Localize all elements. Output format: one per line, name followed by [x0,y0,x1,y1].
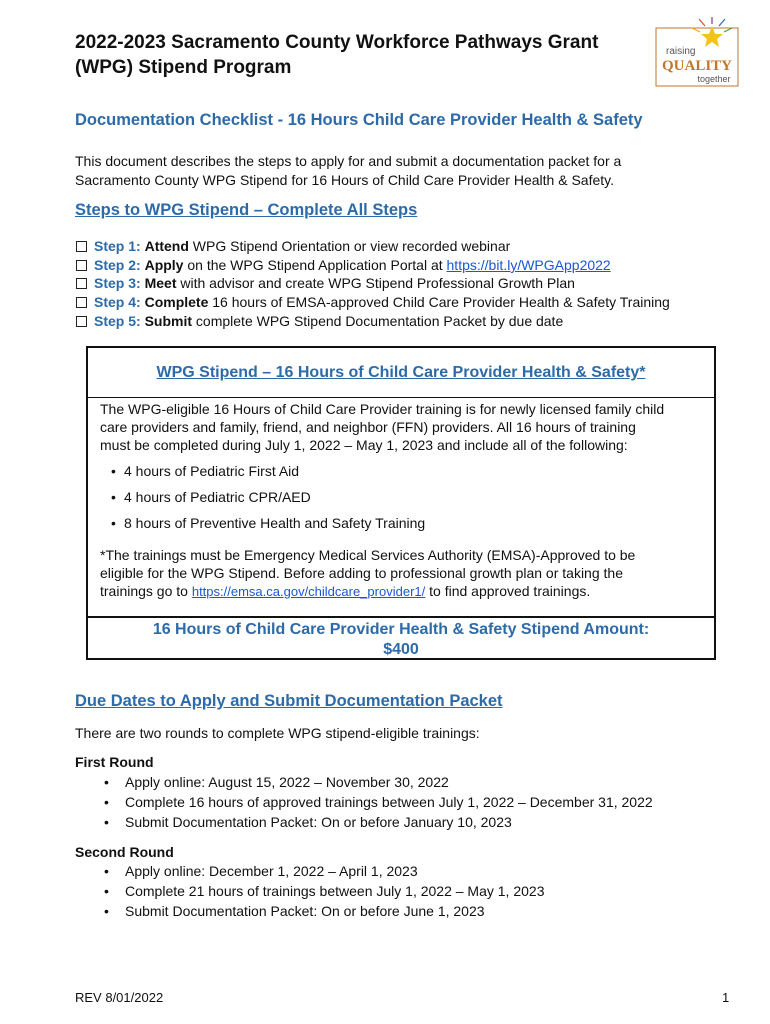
step-2-checkbox[interactable] [76,260,87,271]
note-line-1: *The trainings must be Emergency Medical Services Authority (EMSA)-Approved to be [100,547,636,563]
title-line-2: (WPG) Stipend Program [75,57,292,78]
logo-text-together: together [697,74,731,84]
logo-text-quality: QUALITY [661,58,733,74]
step-1-text: WPG Stipend Orientation or view recorded webinar [188,238,511,254]
list-item: • Complete 16 hours of approved trainings between July 1, 2022 – December 31, 2022 [75,792,755,812]
list-item: • Submit Documentation Packet: On or before June 1, 2023 [75,901,755,921]
revision-date: REV 8/01/2022 [75,990,164,1005]
list-item: • Apply online: December 1, 2022 – April 1, 2023 [75,861,755,881]
stipend-info-box [86,346,716,660]
first-round-title: First Round [75,754,154,770]
step-2-label: Step 2: [94,257,141,273]
page-title [75,30,635,80]
second-round-list [75,861,755,921]
step-3-label: Step 3: [94,275,141,291]
stipend-para-line-1: The WPG-eligible 16 Hours of Child Care Provider training is for newly licensed family child [100,401,665,417]
list-item: • 4 hours of Pediatric First Aid [124,462,708,480]
stipend-box-body [100,400,708,601]
emsa-note [100,546,708,601]
application-portal-link[interactable]: https://bit.ly/WPGApp2022 [446,257,611,273]
step-4-verb: Complete [144,294,209,310]
step-4-text: 16 hours of EMSA-approved Child Care Provider Health & Safety Training [208,294,670,310]
stipend-amount-value: $400 [383,641,419,658]
raising-quality-together-logo [652,14,742,88]
training-requirements-list [100,462,708,532]
logo-graphic [652,14,742,88]
second-round-section [75,861,755,921]
step-3-verb: Meet [144,275,177,291]
intro-line-1: This document describes the steps to apply for and submit a documentation packet for a [75,153,622,169]
stipend-para-line-2: care providers and family, friend, and neighbor (FFN) providers. All 16 hours of training [100,419,636,435]
step-5-label: Step 5: [94,313,141,329]
steps-heading: Steps to WPG Stipend – Complete All Steps [75,201,418,219]
step-item-1 [76,237,510,255]
step-item-2 [76,256,611,274]
list-item: • Complete 21 hours of trainings between July 1, 2022 – May 1, 2023 [75,881,755,901]
stipend-para-line-3: must be completed during July 1, 2022 – May 1, 2023 and include all of the following: [100,437,628,453]
logo-text-raising: raising [666,46,696,57]
due-dates-heading: Due Dates to Apply and Submit Documentation Packet [75,692,503,710]
step-2-verb: Apply [144,257,184,273]
checklist-heading: Documentation Checklist - 16 Hours Child Care Provider Health & Safety [75,111,643,129]
step-1-checkbox[interactable] [76,241,87,252]
stipend-box-header [88,348,714,398]
step-5-text: complete WPG Stipend Documentation Packet by due date [192,313,564,329]
note-line-3-pre: trainings go to [100,583,192,599]
note-line-3-post: to find approved trainings. [425,583,591,599]
step-item-4 [76,293,670,311]
list-item: • Apply online: August 15, 2022 – November 30, 2022 [75,772,755,792]
title-line-1: 2022-2023 Sacramento County Workforce Pathways Grant [75,32,599,53]
step-4-checkbox[interactable] [76,297,87,308]
step-5-checkbox[interactable] [76,316,87,327]
step-3-text: with advisor and create WPG Stipend Professional Growth Plan [176,275,575,291]
intro-line-2: Sacramento County WPG Stipend for 16 Hours of Child Care Provider Health & Safety. [75,172,614,188]
due-dates-intro: There are two rounds to complete WPG stipend-eligible trainings: [75,725,480,741]
step-1-label: Step 1: [94,238,141,254]
emsa-link[interactable]: https://emsa.ca.gov/childcare_provider1/ [191,584,426,599]
step-3-checkbox[interactable] [76,278,87,289]
stipend-amount-label: 16 Hours of Child Care Provider Health & Safety Stipend Amount: [152,621,650,638]
list-item: • 8 hours of Preventive Health and Safety Training [124,514,708,532]
stipend-amount [88,616,714,660]
note-line-2: eligible for the WPG Stipend. Before adding to professional growth plan or taking the [100,565,623,581]
first-round-section [75,772,755,832]
step-2-text: on the WPG Stipend Application Portal at [183,257,447,273]
step-item-3 [76,274,575,292]
stipend-box-heading: WPG Stipend – 16 Hours of Child Care Provider Health & Safety* [156,364,646,381]
step-4-label: Step 4: [94,294,141,310]
second-round-title: Second Round [75,844,174,860]
list-item: • Submit Documentation Packet: On or before January 10, 2023 [75,812,755,832]
step-5-verb: Submit [144,313,193,329]
note-line-3 [100,582,708,601]
step-1-verb: Attend [144,238,189,254]
first-round-list [75,772,755,832]
checklist-intro [75,152,621,190]
list-item: • 4 hours of Pediatric CPR/AED [124,488,708,506]
step-item-5 [76,312,563,330]
page-number: 1 [722,990,730,1005]
